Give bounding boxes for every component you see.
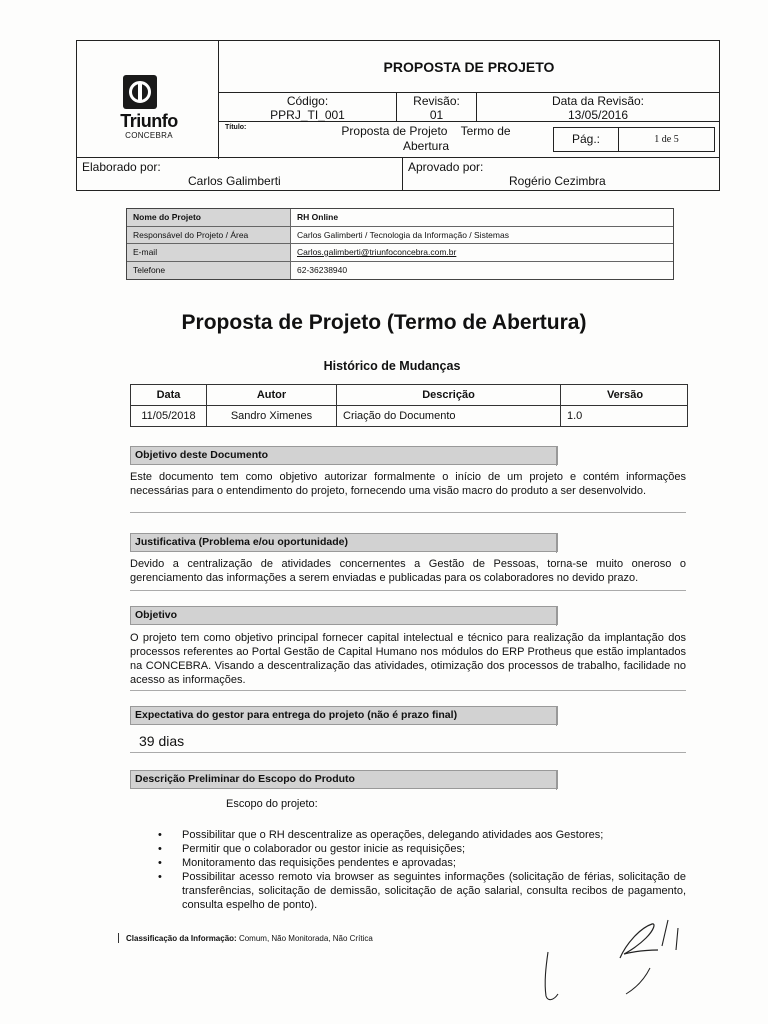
- titulo-label: Título:: [225, 124, 247, 131]
- info-key: Responsável do Projeto / Área: [127, 227, 291, 244]
- section-divider: [130, 690, 686, 691]
- section-divider: [130, 590, 686, 591]
- footer-divider: [118, 933, 119, 943]
- titulo-line-1: Proposta de Projeto Termo de: [341, 124, 511, 138]
- column-header: Versão: [606, 389, 644, 401]
- info-key: Nome do Projeto: [127, 209, 291, 226]
- section-divider: [556, 770, 557, 790]
- data-revisao-cell: [477, 93, 719, 121]
- table-row: [127, 262, 673, 280]
- email-link[interactable]: Carlos.galimberti@triunfoconcebra.com.br: [297, 247, 457, 257]
- info-value: Carlos Galimberti / Tecnologia da Informação / Sistemas: [297, 229, 509, 240]
- codigo-label: Código:: [286, 94, 329, 108]
- table-row: [127, 227, 673, 245]
- revisao-label: Revisão:: [413, 94, 460, 108]
- pag-value: 1 de 5: [619, 127, 715, 152]
- elaborado-label: Elaborado por:: [82, 160, 161, 174]
- header-title-row: [219, 122, 719, 159]
- column-header: Descrição: [337, 385, 561, 405]
- table-header-row: [131, 385, 687, 406]
- section-divider: [556, 533, 557, 553]
- aprovado-cell: [403, 158, 719, 190]
- bullet-icon: •: [158, 843, 162, 855]
- page-title: Proposta de Projeto (Termo de Abertura): [181, 311, 587, 334]
- document-header: [76, 40, 720, 158]
- bullet-icon: •: [158, 857, 162, 869]
- signature-icon: [528, 910, 698, 1010]
- pag-label: Pág.:: [553, 127, 619, 152]
- list-item: Monitoramento das requisições pendentes e aprovadas;: [182, 857, 456, 869]
- table-cell: Criação do Documento: [337, 406, 561, 426]
- codigo-cell: [219, 93, 397, 121]
- section-divider: [556, 606, 557, 626]
- info-value: RH Online: [297, 212, 339, 222]
- scope-intro: Escopo do projeto:: [226, 798, 318, 810]
- info-value: 62-36238940: [297, 264, 348, 275]
- codigo-value: PPRJ_TI_001: [270, 108, 345, 122]
- bullet-icon: •: [158, 871, 162, 883]
- header-codes-row: [219, 93, 719, 122]
- table-row: [127, 209, 673, 227]
- section-title: Objetivo: [130, 606, 558, 625]
- footer-value: Comum, Não Monitorada, Não Crítica: [236, 934, 373, 943]
- aprovado-value: Rogério Cezimbra: [509, 174, 606, 188]
- project-info-table: [126, 208, 674, 280]
- column-header: Autor: [207, 385, 337, 405]
- section-body: Devido a centralização de atividades concernentes a Gestão de Pessoas, torna-se muito oneroso o gerenciamento das informações a serem enviadas e publicadas para os colaboradores no devido prazo.: [130, 558, 686, 584]
- column-header: Data: [131, 385, 207, 405]
- section-divider: [130, 512, 686, 513]
- titulo-value: [299, 124, 553, 154]
- info-key: Telefone: [127, 262, 291, 280]
- revisao-cell: [397, 93, 477, 121]
- table-cell: 1.0: [567, 410, 583, 422]
- logo-cell: [77, 41, 219, 159]
- logo-name: Triunfo: [120, 111, 178, 131]
- table-cell: 11/05/2018: [131, 406, 207, 426]
- titulo-line-2: Abertura: [402, 139, 450, 153]
- footer-classification: [126, 934, 373, 943]
- section-title: Expectativa do gestor para entrega do projeto (não é prazo final): [130, 706, 558, 725]
- doc-type-cell: [219, 41, 719, 93]
- elaborado-value: Carlos Galimberti: [188, 174, 281, 188]
- bullet-icon: •: [158, 829, 162, 841]
- aprovado-label: Aprovado por:: [408, 160, 484, 174]
- logo-subtitle: CONCEBRA: [125, 131, 173, 140]
- section-divider: [556, 446, 557, 466]
- section-title: Objetivo deste Documento: [130, 446, 558, 465]
- section-body: Este documento tem como objetivo autorizar formalmente o início de um projeto e contém informações necessárias para o entendimento do projeto, fornecendo uma visão macro do produto a ser desenvolvido.: [130, 471, 686, 497]
- expectativa-value: 39 dias: [139, 733, 185, 749]
- elaborado-cell: [77, 158, 403, 190]
- list-item: Permitir que o colaborador ou gestor inicie as requisições;: [182, 843, 466, 855]
- triunfo-logo-icon: [123, 75, 157, 109]
- section-divider: [556, 706, 557, 726]
- history-title: Histórico de Mudanças: [323, 359, 461, 373]
- table-row: [127, 244, 673, 262]
- data-revisao-label: Data da Revisão:: [551, 94, 645, 108]
- footer-label: Classificação da Informação:: [126, 934, 237, 943]
- section-title: Justificativa (Problema e/ou oportunidade): [130, 533, 558, 552]
- list-item: Possibilitar que o RH descentralize as operações, delegando atividades aos Gestores;: [182, 829, 604, 841]
- table-row: [131, 406, 687, 426]
- section-divider: [130, 752, 686, 753]
- section-title: Descrição Preliminar do Escopo do Produto: [130, 770, 558, 789]
- history-table: [130, 384, 688, 427]
- revisao-value: 01: [429, 108, 444, 122]
- doc-type-title: PROPOSTA DE PROJETO: [383, 59, 555, 75]
- data-revisao-value: 13/05/2016: [567, 108, 629, 122]
- info-key: E-mail: [127, 244, 291, 261]
- authors-row: [76, 157, 720, 191]
- section-body: O projeto tem como objetivo principal fornecer capital intelectual e técnico para realização da implantação dos processos referentes ao Portal Gestão de Capital Humano nos módulos do ERP Protheus que estão implantados na CONCEBRA. Visando a descentralização das atividades, otimização dos processos de trabalho, facilidade no acesso as informações.: [130, 632, 686, 686]
- table-cell: Sandro Ximenes: [207, 406, 337, 426]
- list-item: Possibilitar acesso remoto via browser as seguintes informações (solicitação de férias, solicitação de transferências, solicitação de demissão, solicitação de ação salarial, consulta recibos de pagamento, consulta espelho de ponto).: [182, 871, 686, 911]
